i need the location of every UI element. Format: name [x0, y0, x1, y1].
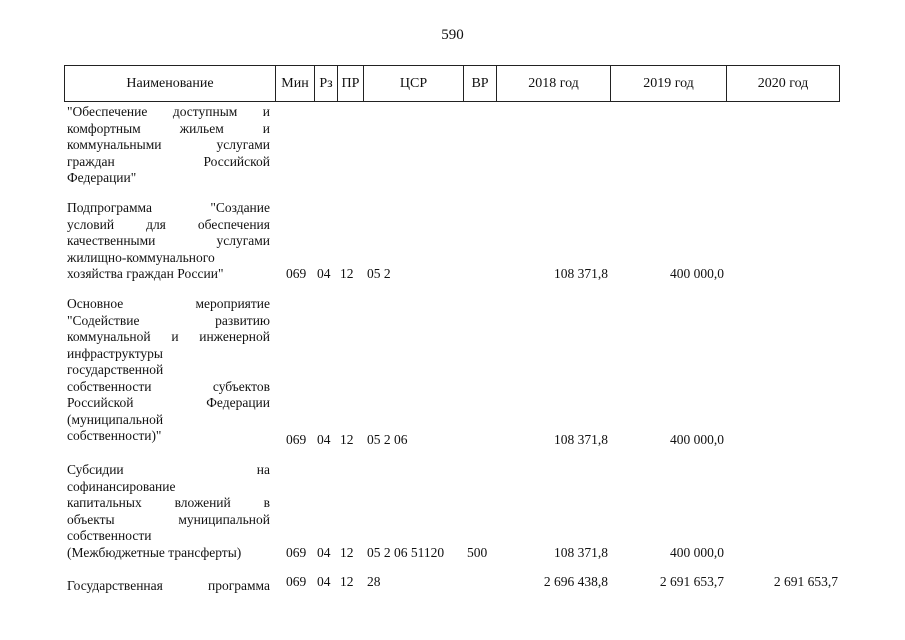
- header-csr: ЦСР: [363, 66, 463, 101]
- name-line: "Содействие развитию: [67, 312, 270, 328]
- cell-rz: 04: [317, 432, 331, 447]
- cell-2018: 108 371,8: [554, 545, 608, 560]
- name-line: (Межбюджетные трансферты): [67, 544, 242, 560]
- cell-2019: 400 000,0: [670, 432, 724, 447]
- name-line: капитальных вложений в: [67, 495, 270, 510]
- header-pr: ПР: [337, 66, 363, 101]
- header-2020: 2020 год: [726, 66, 839, 101]
- cell-rz: 04: [317, 266, 331, 281]
- name-line: государственной: [67, 362, 164, 377]
- cell-2018: 108 371,8: [554, 432, 608, 447]
- name-line: собственности: [67, 528, 152, 543]
- name-line: Субсидии на: [67, 462, 270, 477]
- name-line: граждан Российской: [67, 153, 270, 169]
- cell-pr: 12: [340, 574, 354, 589]
- cell-2020: 2 691 653,7: [773, 574, 838, 589]
- cell-pr: 12: [340, 545, 354, 560]
- name-line: коммунальными услугами: [67, 137, 270, 152]
- cell-csr: 05 2: [367, 266, 391, 281]
- cell-pr: 12: [340, 432, 354, 447]
- header-vr: ВР: [463, 66, 496, 101]
- cell-csr: 05 2 06: [367, 432, 408, 447]
- name-line: условий для обеспечения: [67, 216, 270, 232]
- name-line: Федерации": [67, 170, 137, 185]
- cell-min: 069: [286, 574, 307, 589]
- header-2018: 2018 год: [496, 66, 610, 101]
- table-row-name: [67, 296, 270, 445]
- name-line: коммунальной и инженерной: [67, 329, 270, 344]
- cell-rz: 04: [317, 574, 331, 589]
- cell-csr: 05 2 06 51120: [367, 545, 445, 560]
- name-line: комфортным жильем и: [67, 120, 270, 136]
- name-line: хозяйства граждан России": [67, 266, 224, 281]
- table-row-name: [67, 578, 270, 595]
- cell-rz: 04: [317, 545, 331, 560]
- table-header: [64, 65, 840, 102]
- cell-pr: 12: [340, 266, 354, 281]
- name-line: качественными услугами: [67, 233, 270, 248]
- cell-min: 069: [286, 266, 307, 281]
- cell-2019: 400 000,0: [670, 545, 724, 560]
- table-row-name: [67, 104, 270, 187]
- table-row-name: [67, 200, 270, 283]
- cell-min: 069: [286, 432, 307, 447]
- cell-csr: 28: [367, 574, 381, 589]
- cell-min: 069: [286, 545, 307, 560]
- name-line: "Обеспечение доступным и: [67, 104, 270, 119]
- name-line: жилищно-коммунального: [67, 249, 215, 265]
- name-line: Основное мероприятие: [67, 296, 270, 311]
- header-min: Мин: [275, 66, 314, 101]
- table-row-name: [67, 462, 270, 561]
- name-line: собственности)": [67, 428, 162, 443]
- name-line: (муниципальной: [67, 411, 164, 427]
- header-2019: 2019 год: [610, 66, 726, 101]
- name-line: инфраструктуры: [67, 345, 163, 361]
- cell-vr: 500: [467, 545, 488, 560]
- name-line: Подпрограмма "Создание: [67, 200, 270, 215]
- cell-2019: 2 691 653,7: [659, 574, 724, 589]
- cell-2018: 108 371,8: [554, 266, 608, 281]
- page-number: 590: [441, 27, 464, 43]
- name-line: софинансирование: [67, 478, 176, 494]
- header-name: Наименование: [126, 75, 214, 91]
- name-line: собственности субъектов: [67, 378, 270, 394]
- cell-2019: 400 000,0: [670, 266, 724, 281]
- name-line: Государственная программа: [67, 578, 270, 593]
- name-line: объекты муниципальной: [67, 511, 270, 527]
- cell-2018: 2 696 438,8: [543, 574, 608, 589]
- header-rz: Рз: [314, 66, 337, 101]
- name-line: Российской Федерации: [67, 395, 270, 410]
